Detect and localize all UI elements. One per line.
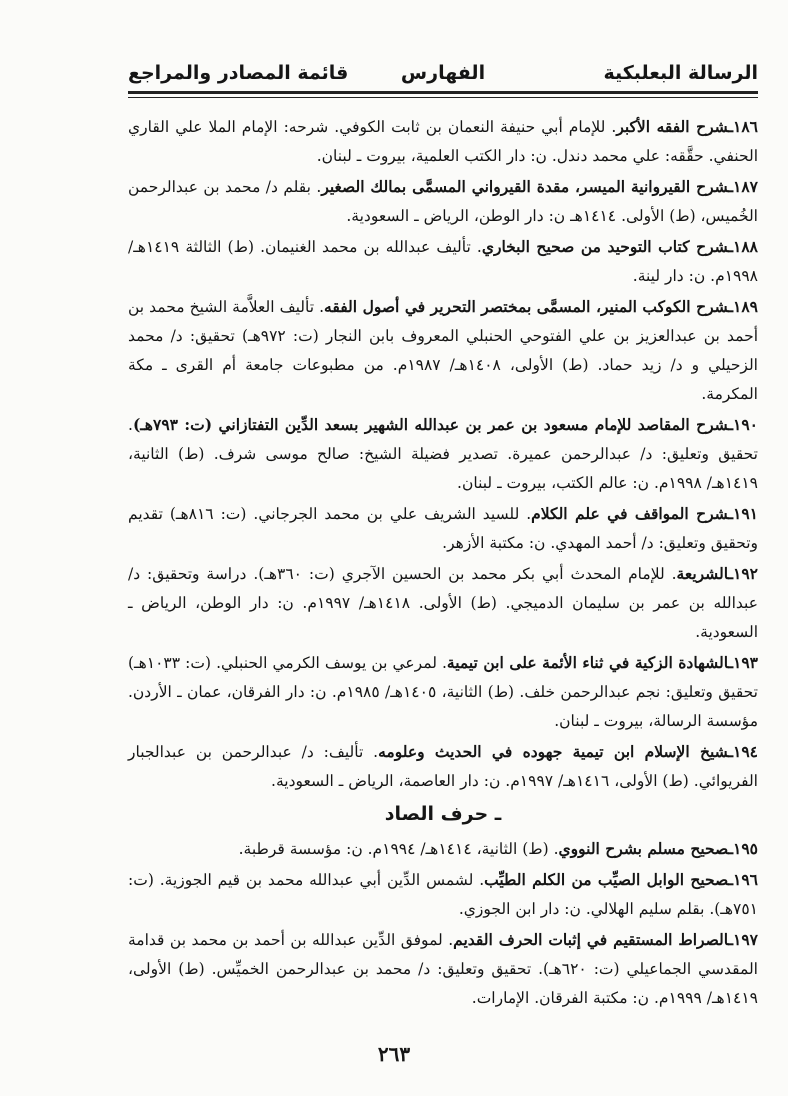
entry-details: . تأليف: د/ عبدالرحمن بن عبدالجبار الفريوائي. (ط) الأولى، ١٤١٦هـ/ ١٩٩٧م. ن: دار العاصمة، الرياض ـ السعودية. (128, 743, 758, 790)
page-number: ٢٦٣ (377, 1042, 411, 1066)
header-chapter-title: قائمة المصادر والمراجع (128, 62, 349, 84)
entry-number: ١٨٧ـ (728, 177, 758, 196)
section-heading: ـ حرف الصاد (384, 803, 502, 825)
entry-title: شرح المواقف في علم الكلام (531, 504, 729, 523)
entries-group-a (128, 112, 758, 796)
bibliography-entry (128, 499, 758, 558)
entry-number: ١٩٤ـ (728, 742, 758, 761)
entry-title: شرح كتاب التوحيد من صحيح البخاري (481, 237, 729, 256)
entry-details: . لشمس الدِّين أبي عبدالله محمد بن قيم الجوزية. (ت: ٧٥١هـ). بقلم سليم الهلالي. ن: دار ابن الجوزي. (128, 871, 758, 918)
bibliography-entry (128, 865, 758, 924)
header-section-title: الفهارس (400, 62, 486, 84)
entry-title: شرح الكوكب المنير، المسمَّى بمختصر التحرير في أصول الفقه (324, 297, 729, 316)
entry-details: . (ط) الثانية، ١٤١٤هـ/ ١٩٩٤م. ن: مؤسسة قرطبة. (238, 840, 559, 858)
entry-details: . تأليف العلاَّمة الشيخ محمد بن أحمد بن عبدالعزيز بن علي الفتوحي الحنبلي المعروف بابن النجار (ت: ٩٧٢هـ) تحقيق: د/ محمد الزحيلي و د/ زيد حماد. (ط) الأولى، ١٤٠٨هـ/ ١٩٨٧م. من مطبوعات جامعة أم القرى ـ مكة المكرمة. (128, 298, 758, 403)
header-rule-thin (128, 97, 758, 98)
entry-number: ١٩١ـ (728, 504, 758, 523)
bibliography-entry (128, 232, 758, 291)
entry-details: . بقلم د/ محمد بن عبدالرحمن الخُميس، (ط) الأولى. ١٤١٤هـ ن: دار الوطن، الرياض ـ السعودية. (128, 178, 758, 225)
entry-details: . للإمام أبي حنيفة النعمان بن ثابت الكوفي. شرحه: الإمام الملا علي القاري الحنفي. حقَّقه: علي محمد دندل. ن: دار الكتب العلمية، بيروت ـ لبنان. (128, 118, 758, 165)
bibliography-entry (128, 112, 758, 171)
entry-details: . لمرعي بن يوسف الكرمي الحنبلي. (ت: ١٠٣٣هـ) تحقيق وتعليق: نجم عبدالرحمن خلف. (ط) الثانية، ١٤٠٥هـ/ ١٩٨٥م. ن: دار الفرقان، عمان ـ الأردن. مؤسسة الرسالة، بيروت ـ لبنان. (128, 654, 758, 730)
entry-number: ١٩٢ـ (728, 564, 758, 583)
entries-group-b (128, 834, 758, 1013)
running-header (128, 60, 758, 90)
entry-details: . للإمام المحدث أبي بكر محمد بن الحسين الآجري (ت: ٣٦٠هـ). دراسة وتحقيق: د/ عبدالله بن عمر بن سليمان الدميجي. (ط) الأولى. ١٤١٨هـ/ ١٩٩٧م. ن: دار الوطن، الرياض ـ السعودية. (128, 565, 758, 641)
bibliography-entry (128, 834, 758, 864)
bibliography-entry (128, 559, 758, 647)
entry-title: الصراط المستقيم في إثبات الحرف القديم (453, 930, 729, 949)
entry-number: ١٩٠ـ (728, 415, 758, 434)
entry-title: شرح القيروانية الميسر، مقدة القيرواني المسمَّى بمالك الصغير (321, 177, 729, 196)
header-rule-thick (128, 91, 758, 94)
bibliography-entry (128, 737, 758, 796)
bibliography-entry (128, 292, 758, 409)
entry-number: ١٩٥ـ (728, 839, 758, 858)
bibliography-list (128, 112, 758, 1014)
entry-title: صحيح الوابل الصيِّب من الكلم الطيِّب (484, 870, 729, 889)
entry-details: . لموفق الدِّين عبدالله بن أحمد بن محمد بن قدامة المقدسي الجماعيلي (ت: ٦٢٠هـ). تحقيق وتعليق: د/ محمد بن عبدالرحمن الخميِّس. (ط) الأولى، ١٤١٩هـ/ ١٩٩٩م. ن: مكتبة الفرقان. الإمارات. (128, 931, 758, 1007)
entry-number: ١٩٦ـ (728, 870, 758, 889)
entry-details: . تأليف عبدالله بن محمد الغنيمان. (ط) الثالثة ١٤١٩هـ/ ١٩٩٨م. ن: دار لينة. (128, 238, 758, 285)
entry-number: ١٨٨ـ (728, 237, 759, 256)
entry-title: شيخ الإسلام ابن تيمية جهوده في الحديث وعلومه (378, 742, 729, 761)
entry-details: . للسيد الشريف علي بن محمد الجرجاني. (ت: ٨١٦هـ) تقديم وتحقيق وتعليق: د/ أحمد المهدي. ن: مكتبة الأزهر. (128, 505, 758, 552)
bibliography-entry (128, 925, 758, 1013)
entry-number: ١٨٦ـ (728, 117, 758, 136)
entry-title: الشريعة (676, 564, 729, 583)
entry-title: شرح الفقه الأكبر (616, 117, 729, 136)
header-book-title: الرسالة البعلبكية (603, 62, 758, 84)
bibliography-entry (128, 410, 758, 498)
entry-number: ١٩٣ـ (728, 653, 758, 672)
bibliography-entry (128, 172, 758, 231)
entry-number: ١٩٧ـ (728, 930, 758, 949)
entry-title: شرح المقاصد للإمام مسعود بن عمر بن عبدالله الشهير بسعد الدِّين التفتازاني (ت: ٧٩٣هـ) (132, 415, 729, 434)
entry-details: . تحقيق وتعليق: د/ عبدالرحمن عميرة. تصدير فضيلة الشيخ: صالح موسى شرف. (ط) الثانية، ١٤١٩هـ/ ١٩٩٨م. ن: عالم الكتب، بيروت ـ لبنان. (128, 416, 758, 492)
entry-title: الشهادة الزكية في ثناء الأئمة على ابن تيمية (446, 653, 729, 672)
bibliography-entry (128, 648, 758, 736)
entry-number: ١٨٩ـ (728, 297, 759, 316)
entry-title: صحيح مسلم بشرح النووي (558, 839, 729, 858)
